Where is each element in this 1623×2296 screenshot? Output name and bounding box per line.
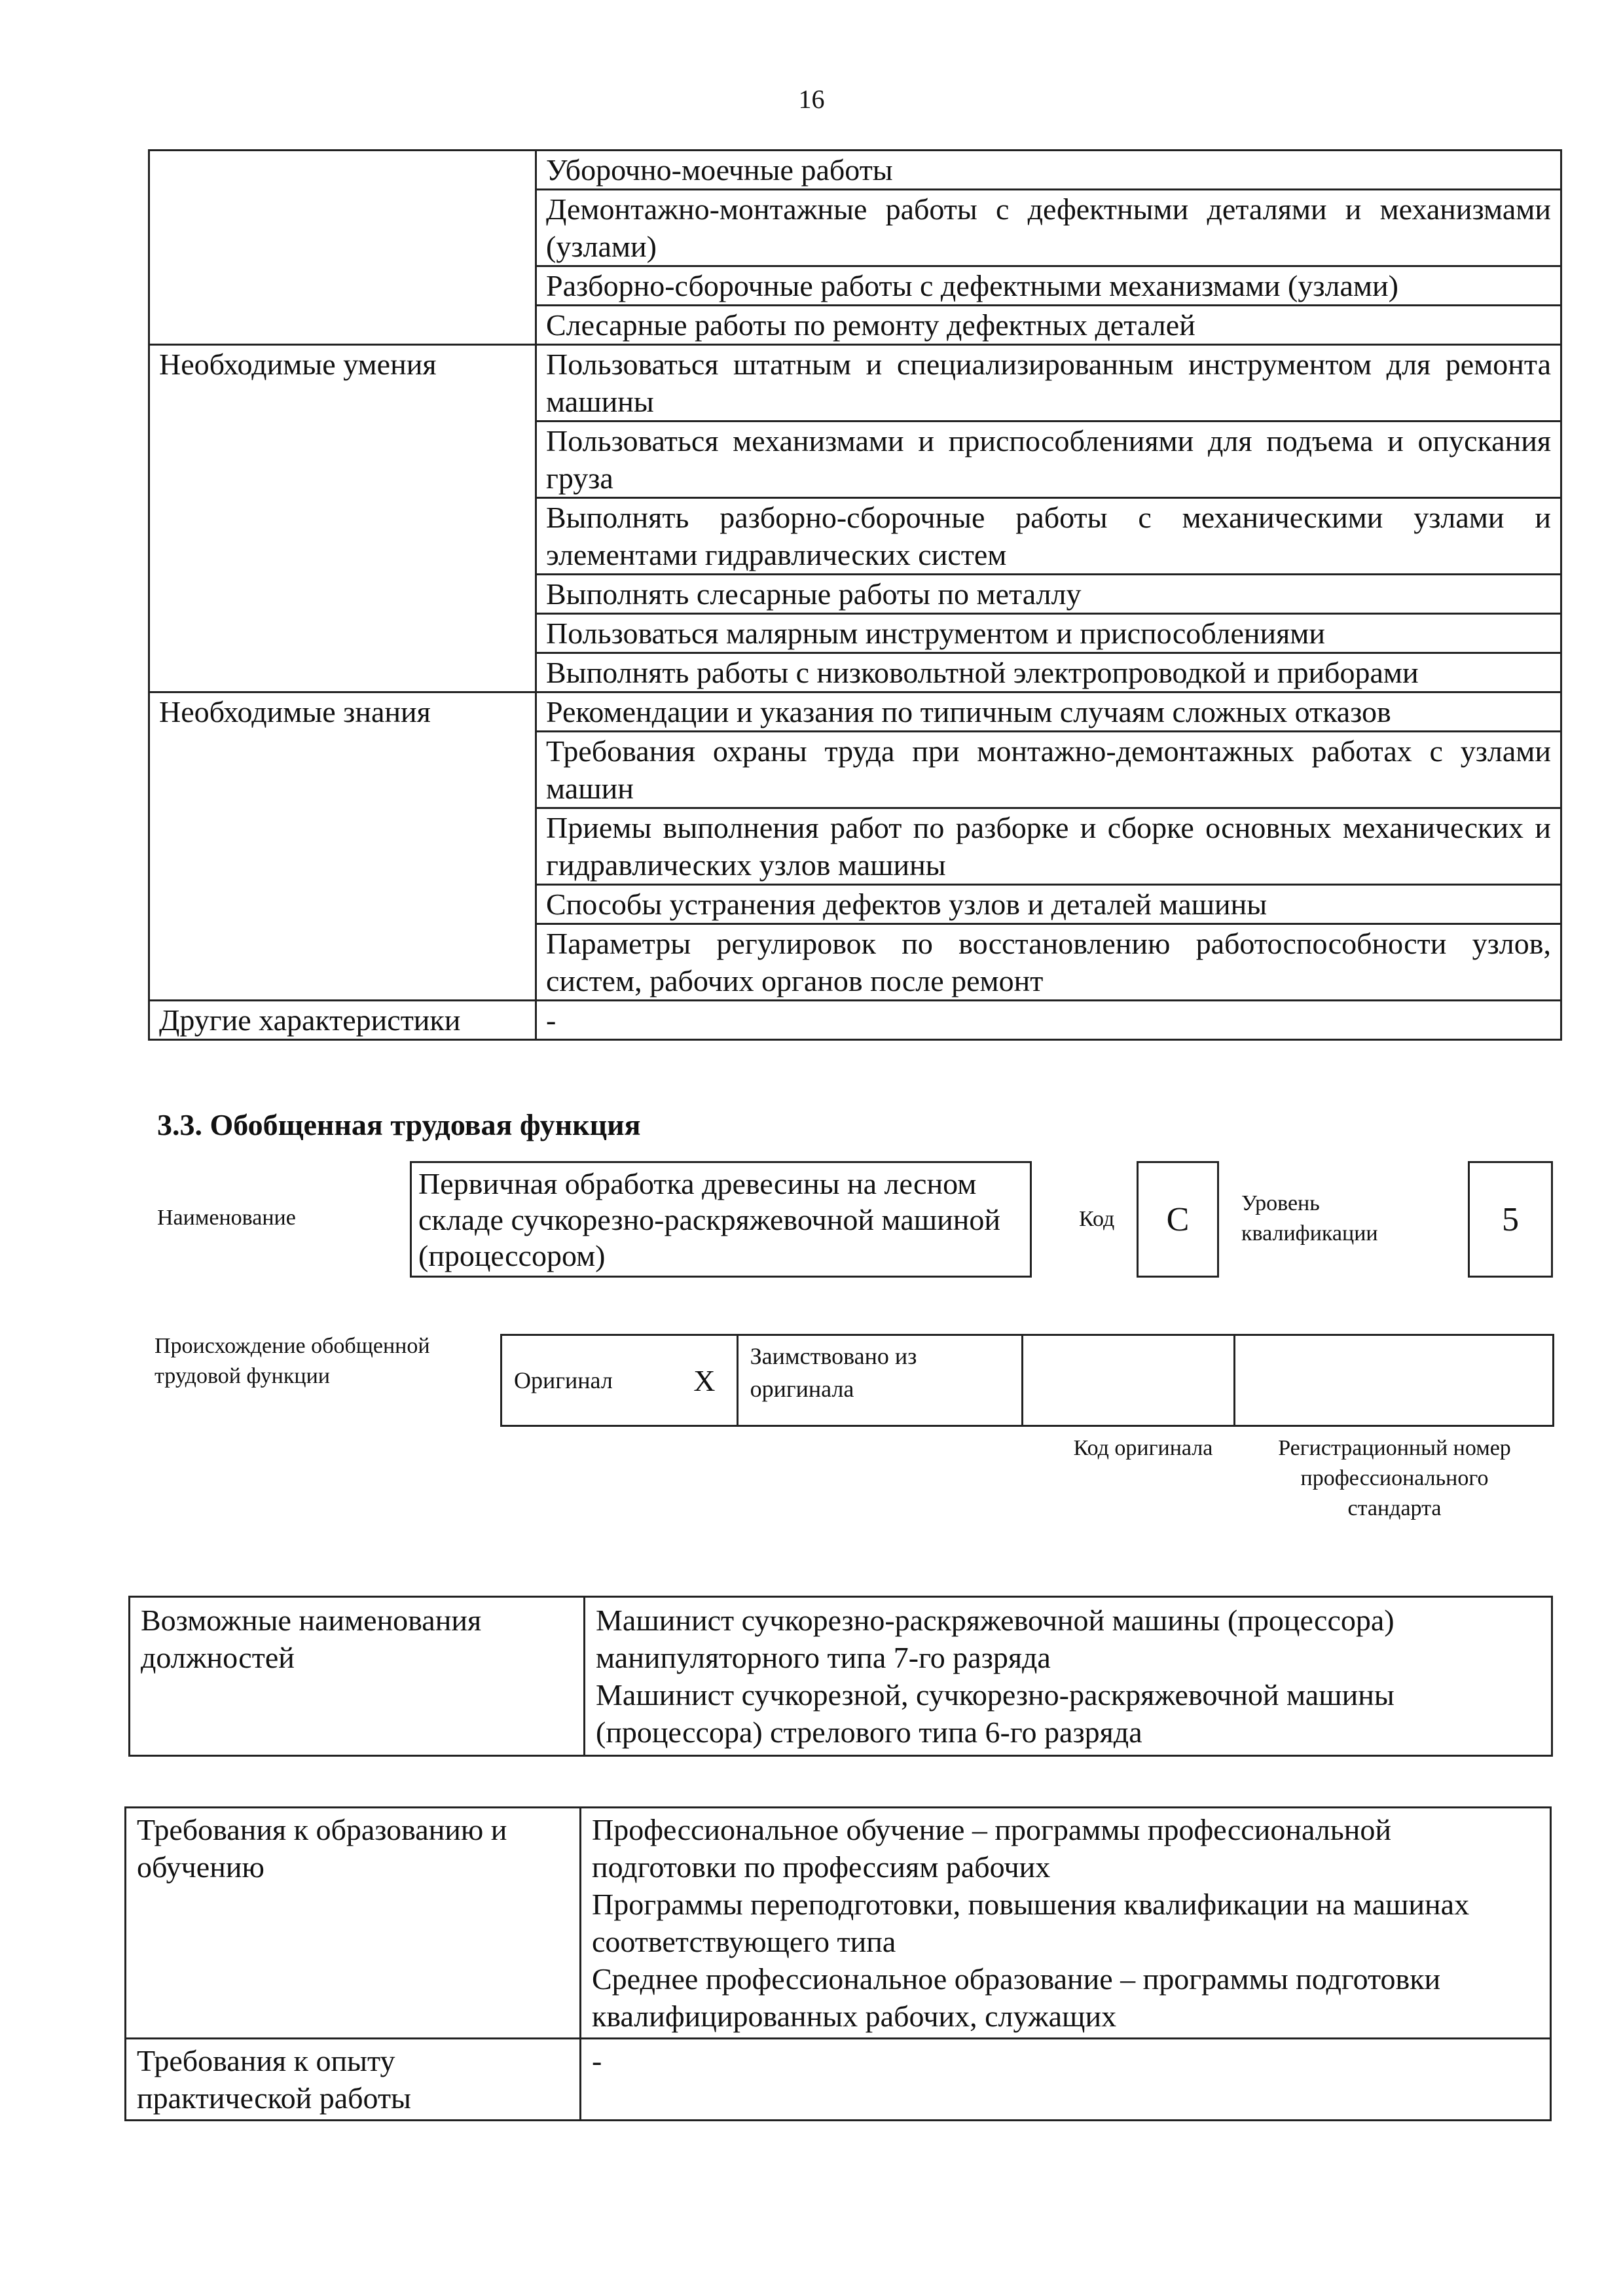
table-row: Пользоваться малярным инструментом и приспособлениями xyxy=(536,614,1561,653)
skills-label: Необходимые умения xyxy=(149,345,536,692)
reg-number-cell xyxy=(1235,1335,1554,1426)
experience-label: Требования к опыту практической работы xyxy=(126,2039,581,2121)
experience-value: - xyxy=(581,2039,1551,2121)
table-row: Пользоваться штатным и специализированным инструментом для ремонта машины xyxy=(536,345,1561,422)
table-row: Способы устранения дефектов узлов и деталей машины xyxy=(536,885,1561,924)
positions-cell xyxy=(585,1597,1552,1756)
list-item: Среднее профессиональное образование – программы подготовки квалифицированных рабочих, служащих xyxy=(592,1962,1441,2033)
code-label: Код xyxy=(1079,1207,1115,1231)
name-label: Наименование xyxy=(157,1206,296,1230)
original-label: Оригинал xyxy=(501,1335,673,1426)
table-row: Требования охраны труда при монтажно-демонтажных работах с узлами машин xyxy=(536,732,1561,808)
origin-table xyxy=(500,1334,1554,1427)
table-row: Выполнять разборно-сборочные работы с механическими узлами и элементами гидравлических систем xyxy=(536,498,1561,575)
education-table xyxy=(124,1806,1552,2121)
table-row: Выполнять работы с низковольтной электропроводкой и приборами xyxy=(536,653,1561,692)
origin-label: Происхождение обобщенной трудовой функции xyxy=(155,1334,430,1388)
positions-label: Возможные наименования должностей xyxy=(130,1597,585,1756)
table-row: Пользоваться механизмами и приспособлениями для подъема и опускания груза xyxy=(536,422,1561,498)
table-row: Выполнять слесарные работы по металлу xyxy=(536,575,1561,614)
table-row: Параметры регулировок по восстановлению работоспособности узлов, систем, рабочих органов после ремонт xyxy=(536,924,1561,1001)
knowledge-label: Необходимые знания xyxy=(149,692,536,1001)
education-cell xyxy=(581,1808,1551,2039)
table-row: Приемы выполнения работ по разборке и сборке основных механических и гидравлических узлов машины xyxy=(536,808,1561,885)
other-value: - xyxy=(536,1001,1561,1040)
list-item: Машинист сучкорезной, сучкорезно-раскряжевочной машины (процессора) стрелового типа 6-го разряда xyxy=(596,1678,1395,1749)
table-row: Уборочно-моечные работы xyxy=(536,151,1561,190)
table-row: Слесарные работы по ремонту дефектных деталей xyxy=(536,306,1561,345)
list-item: Машинист сучкорезно-раскряжевочной машины (процессора) манипуляторного типа 7-го разряда xyxy=(596,1604,1395,1674)
original-code-cell xyxy=(1023,1335,1235,1426)
code-value: С xyxy=(1137,1161,1219,1278)
table-row: Рекомендации и указания по типичным случаям сложных отказов xyxy=(536,692,1561,732)
name-value: Первичная обработка древесины на лесном складе сучкорезно-раскряжевочной машиной (процессором) xyxy=(410,1161,1032,1278)
positions-table xyxy=(128,1596,1553,1757)
page-number: 16 xyxy=(798,84,825,114)
qualification-level-label: Уровень квалификации xyxy=(1241,1191,1378,1246)
borrowed-label: Заимствовано из оригинала xyxy=(737,1335,1023,1426)
continued-label-cell xyxy=(149,151,536,345)
section-heading: 3.3. Обобщенная трудовая функция xyxy=(157,1108,641,1141)
other-label: Другие характеристики xyxy=(149,1001,536,1040)
table-row: Демонтажно-монтажные работы с дефектными деталями и механизмами (узлами) xyxy=(536,190,1561,266)
list-item: Профессиональное обучение – программы профессиональной подготовки по профессиям рабочих xyxy=(592,1813,1391,1884)
requirements-table xyxy=(148,149,1562,1041)
original-code-label: Код оригинала xyxy=(1073,1436,1213,1460)
original-mark: Х xyxy=(672,1335,737,1426)
education-label: Требования к образованию и обучению xyxy=(126,1808,581,2039)
list-item: Программы переподготовки, повышения квалификации на машинах соответствующего типа xyxy=(592,1888,1470,1958)
table-row: Разборно-сборочные работы с дефектными механизмами (узлами) xyxy=(536,266,1561,306)
qualification-level-value: 5 xyxy=(1468,1161,1553,1278)
reg-number-label: Регистрационный номер профессионального стандарта xyxy=(1278,1436,1511,1520)
